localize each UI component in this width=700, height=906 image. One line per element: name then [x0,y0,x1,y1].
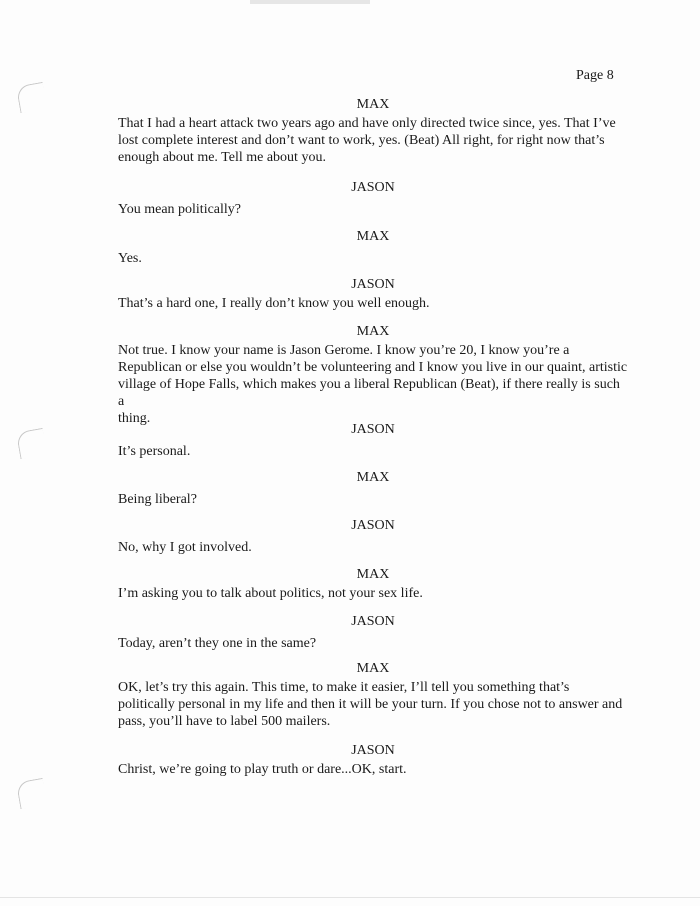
dialogue-line: village of Hope Falls, which makes you a liberal Republican (Beat), if there really is such a [118,377,620,409]
dialogue-line: That’s a hard one, I really don’t know you well enough. [118,296,430,311]
speaker-name: JASON [351,180,395,195]
dialogue-block [118,742,628,778]
dialogue-block [118,660,628,730]
scan-edge-mark [0,897,700,898]
dialogue-line: I’m asking you to talk about politics, not your sex life. [118,586,423,601]
speaker-name: JASON [351,422,395,437]
dialogue-block [118,323,628,427]
dialogue-line: Yes. [118,251,142,266]
speaker-name: MAX [356,97,390,112]
dialogue-line: It’s personal. [118,444,191,459]
dialogue-line: OK, let’s try this again. This time, to make it easier, I’ll tell you something that’s [118,680,570,695]
dialogue-block [118,566,628,602]
dialogue-line: No, why I got involved. [118,540,252,555]
dialogue-line: thing. [118,411,151,426]
dialogue-block [118,517,628,556]
dialogue-line: politically personal in my life and then it will be your turn. If you chose not to answer and [118,697,623,712]
dialogue-block [118,421,628,460]
dialogue-line: Being liberal? [118,492,197,507]
dialogue-block [118,228,628,267]
speaker-name: MAX [356,470,390,485]
speaker-name: MAX [356,324,390,339]
speaker-name: MAX [356,661,390,676]
speaker-name: JASON [351,277,395,292]
scan-edge-mark [250,0,370,4]
dialogue-block [118,469,628,508]
speaker-name: JASON [351,614,395,629]
dialogue-block [118,276,628,312]
dialogue-line: pass, you’ll have to label 500 mailers. [118,714,331,729]
page-number: Page 8 [576,68,614,83]
dialogue-line: That I had a heart attack two years ago and have only directed twice since, yes. That I’ve [118,116,616,131]
dialogue-block [118,613,628,652]
dialogue-line: Not true. I know your name is Jason Gerome. I know you’re 20, I know you’re a [118,343,570,358]
dialogue-line: enough about me. Tell me about you. [118,150,326,165]
dialogue-line: Christ, we’re going to play truth or dare...OK, start. [118,762,407,777]
dialogue-line: Republican or else you wouldn’t be volunteering and I know you live in our quaint, artistic [118,360,628,375]
dialogue-block [118,96,628,166]
speaker-name: MAX [356,567,390,582]
speaker-name: JASON [351,743,395,758]
speaker-name: MAX [356,229,390,244]
binder-hole-mark [16,82,47,113]
speaker-name: JASON [351,518,395,533]
dialogue-line: lost complete interest and don’t want to work, yes. (Beat) All right, for right now that’s [118,133,605,148]
dialogue-block [118,179,628,218]
dialogue-line: Today, aren’t they one in the same? [118,636,317,651]
binder-hole-mark [16,778,47,809]
binder-hole-mark [16,428,47,459]
dialogue-line: You mean politically? [118,202,242,217]
